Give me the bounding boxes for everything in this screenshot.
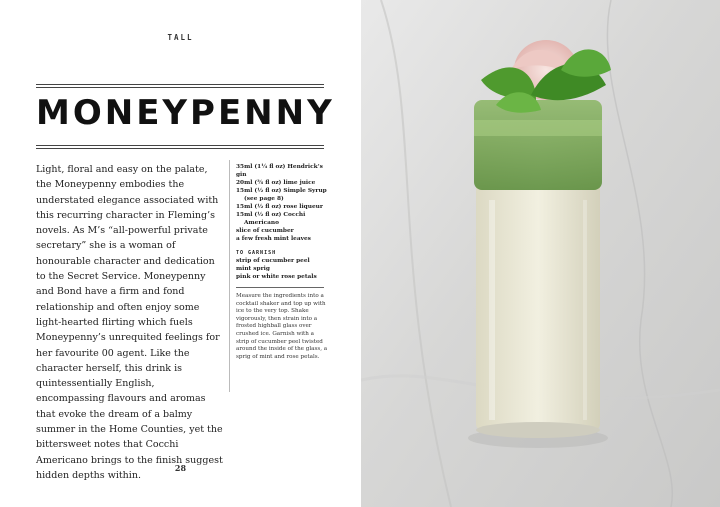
ingredient-item: (see page 8) (244, 196, 284, 202)
cocktail-photo (361, 0, 720, 507)
cocktail-illustration (361, 0, 720, 507)
method-text: Measure the ingredients into a cocktail shaker and top up with ice to the very top. Shake vigorously, then strain into a frosted highball glass over crushed ice. Garnish with a strip of cucumber peel twisted around the inside of the glass, a sprig of mint and rose petals. (236, 293, 328, 360)
recipe-column (236, 163, 328, 361)
garnish-item: mint sprig (236, 266, 270, 272)
page-number: 28 (174, 463, 187, 473)
garnish-heading: TO GARNISH (236, 250, 277, 256)
title-rule-top-inner (36, 87, 324, 88)
ingredient-item: slice of cucumber (236, 228, 294, 234)
method-rule (236, 287, 324, 288)
ingredient-item: 20ml (¾ fl oz) lime juice (236, 180, 316, 186)
ingredient-item: 15ml (½ fl oz) Simple Syrup (236, 188, 327, 194)
ingredient-item: 15ml (½ fl oz) Cocchi (236, 212, 306, 218)
intro-paragraph: Light, floral and easy on the palate, the Moneypenny embodies the understated elegance associated with this recurring character in Fleming’s novels. As M’s “all-powerful private secretary” she is a woman of honourable character and dedication to the Secret Service. Moneypenny and Bond have a firm and fond relationship and often enjoy some light-hearted flirting which fuels Moneypenny’s unrequited feelings for her favourite 00 agent. Like the character herself, this drink is quintessentially English, encompassing flavours and aromas that evoke the dream of a balmy summer in the Home Counties, yet the bittersweet notes that Cocchi Americano brings to the finish suggest hidden depths within. (36, 164, 223, 481)
recipe-title: MONEYPENNY (36, 93, 335, 133)
ingredient-list (236, 163, 328, 243)
garnish-item: strip of cucumber peel (236, 258, 310, 264)
ingredient-item: a few fresh mint leaves (236, 236, 311, 242)
column-divider (229, 160, 230, 392)
title-rule-bottom-inner (36, 145, 324, 146)
ingredient-item: Americano (244, 220, 279, 226)
section-label: TALL (167, 33, 194, 42)
title-rule-top (36, 84, 324, 85)
garnish-item: pink or white rose petals (236, 274, 317, 280)
garnish-list (236, 257, 328, 281)
title-rule-bottom (36, 148, 324, 149)
ingredient-item: 35ml (1¼ fl oz) Hendrick’s gin (236, 164, 323, 178)
ingredient-item: 15ml (½ fl oz) rose liqueur (236, 204, 323, 210)
